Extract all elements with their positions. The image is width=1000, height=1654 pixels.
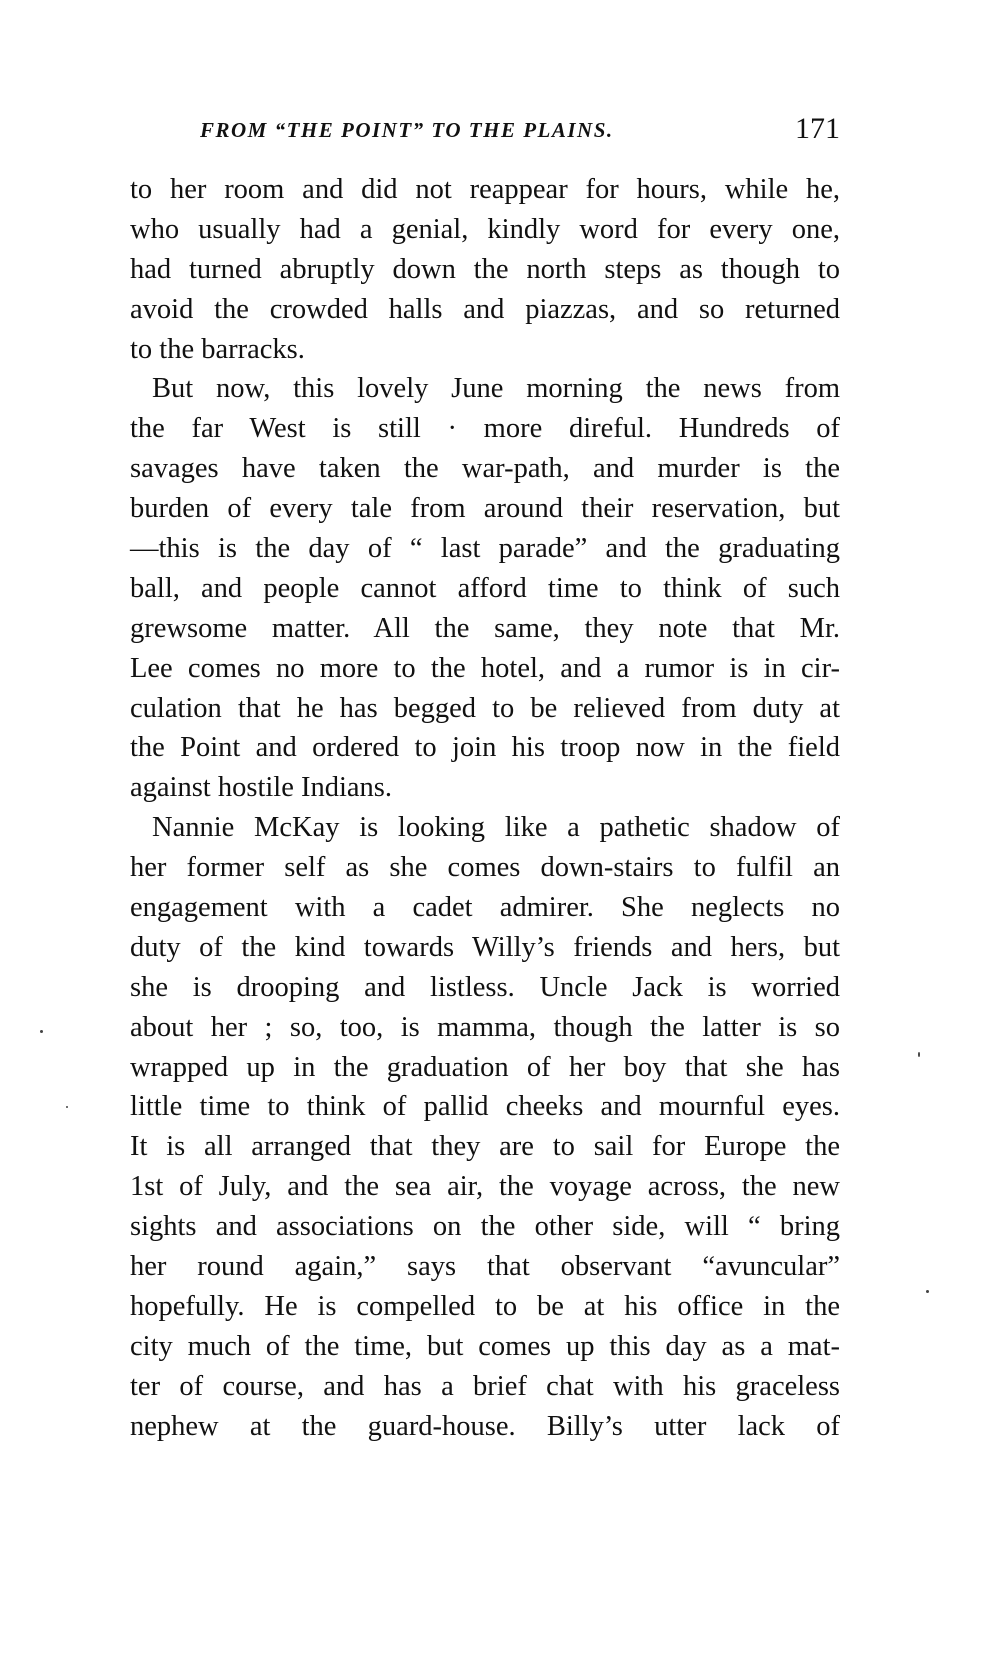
text-line: But now, this lovely June morning the news from	[152, 373, 840, 405]
text-line: 1st of July, and the sea air, the voyage across, the new	[130, 1171, 840, 1203]
text-line: had turned abruptly down the north steps as though to	[130, 253, 840, 285]
body-text	[130, 170, 840, 1447]
scan-speck	[918, 1052, 920, 1057]
running-title: FROM “THE POINT” TO THE PLAINS.	[200, 118, 614, 142]
page-number: 171	[795, 112, 840, 145]
text-line: grewsome matter. All the same, they note that Mr.	[130, 612, 840, 644]
running-header	[200, 112, 840, 148]
text-line: the Point and ordered to join his troop now in the field	[130, 732, 840, 764]
text-line: nephew at the guard-house. Billy’s utter lack of	[130, 1410, 840, 1442]
text-line: It is all arranged that they are to sail for Europe the	[130, 1131, 840, 1163]
text-line: little time to think of pallid cheeks and mournful eyes.	[130, 1091, 840, 1123]
text-line: ball, and people cannot afford time to think of such	[130, 572, 840, 604]
scan-speck	[40, 1030, 43, 1033]
text-line: to the barracks.	[130, 333, 305, 365]
text-line: culation that he has begged to be relieved from duty at	[130, 692, 840, 724]
text-line: avoid the crowded halls and piazzas, and so returned	[130, 293, 840, 325]
text-line: —this is the day of “ last parade” and the graduating	[130, 533, 840, 565]
text-line: ter of course, and has a brief chat with his graceless	[130, 1370, 840, 1402]
text-line: against hostile Indians.	[130, 772, 392, 804]
text-line: engagement with a cadet admirer. She neglects no	[130, 892, 840, 924]
text-line: sights and associations on the other side, will “ bring	[130, 1211, 840, 1243]
text-line: Lee comes no more to the hotel, and a rumor is in cir-	[130, 652, 840, 684]
text-line: her round again,” says that observant “avuncular”	[130, 1251, 840, 1283]
scan-speck	[66, 1106, 68, 1108]
scan-speck	[926, 1290, 929, 1293]
text-line: who usually had a genial, kindly word for every one,	[130, 213, 840, 245]
text-line: wrapped up in the graduation of her boy that she has	[130, 1051, 840, 1083]
text-line: her former self as she comes down-stairs to fulfil an	[130, 852, 840, 884]
text-line: duty of the kind towards Willy’s friends and hers, but	[130, 931, 840, 963]
text-line: the far West is still · more direful. Hundreds of	[130, 413, 840, 445]
text-line: she is drooping and listless. Uncle Jack is worried	[130, 971, 840, 1003]
text-line: to her room and did not reappear for hours, while he,	[130, 174, 840, 205]
text-line: hopefully. He is compelled to be at his office in the	[130, 1290, 840, 1322]
text-line: savages have taken the war-path, and murder is the	[130, 453, 840, 485]
text-line: burden of every tale from around their reservation, but	[130, 493, 840, 525]
text-line: Nannie McKay is looking like a pathetic shadow of	[152, 812, 840, 844]
text-line: city much of the time, but comes up this day as a mat-	[130, 1330, 840, 1362]
text-line: about her ; so, too, is mamma, though the latter is so	[130, 1011, 840, 1043]
